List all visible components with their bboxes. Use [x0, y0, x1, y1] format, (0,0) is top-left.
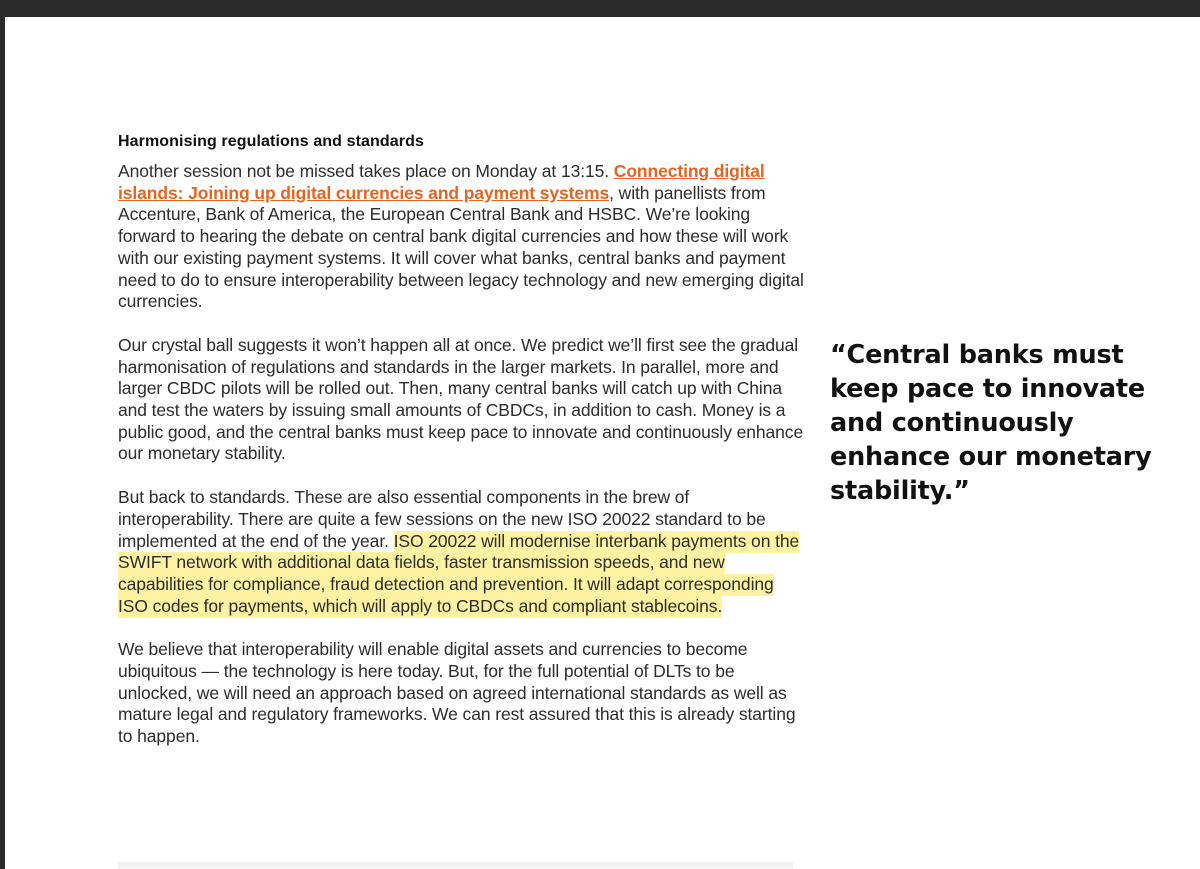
paragraph-3 [118, 487, 808, 617]
viewer-top-bar [0, 0, 1200, 17]
paragraph-2: Our crystal ball suggests it won’t happen all at once. We predict we’ll first see the gradual harmonisation of regulations and standards in the larger markets. In parallel, more and larger CBDC pilots will be rolled out. Then, many central banks will catch up with China and test the waters by issuing small amounts of CBDCs, in addition to cash. Money is a public good, and the central banks must keep pace to innovate and continuously enhance our monetary stability. [118, 334, 804, 464]
section-heading: Harmonising regulations and standards [118, 133, 424, 150]
article-body [118, 133, 808, 770]
page-footer-divider [118, 863, 793, 869]
paragraph-1-intro: Another session not be missed takes place on Monday at 13:15. [118, 161, 614, 181]
paragraph-1-rest: , with panellists from Accenture, Bank of America, the European Central Bank and HSBC. We’re looking forward to hearing the debate on central bank digital currencies and how these will work with our existing payment systems. It will cover what banks, central banks and payment need to do to ensure interoperability between legacy technology and new emerging digital currencies. [118, 182, 804, 312]
paragraph-1 [118, 161, 808, 313]
paragraph-4: We believe that interoperability will enable digital assets and currencies to become ubiquitous — the technology is here today. But, for the full potential of DLTs to be unlocked, we will need an approach based on agreed international standards as well as mature legal and regulatory frameworks. We can rest assured that this is already starting to happen. [118, 639, 796, 747]
highlighted-text: ISO 20022 will modernise interbank payments on the SWIFT network with additional data fields, faster transmission speeds, and new capabilities for compliance, fraud detection and prevention. It will adapt corresponding ISO codes for payments, which will apply to CBDCs and compliant stablecoins. [118, 530, 800, 616]
paragraph-3-intro: But back to standards. These are also essential components in the brew of interoperability. There are quite a few sessions on the new ISO 20022 standard to be implemented at the end of the year. [118, 487, 766, 551]
session-link[interactable]: Connecting digital islands: Joining up digital currencies and payment systems [118, 161, 765, 203]
pull-quote: “Central banks must keep pace to innovate and continuously enhance our monetary stability.” [830, 340, 1152, 506]
document-page[interactable] [5, 17, 1200, 869]
